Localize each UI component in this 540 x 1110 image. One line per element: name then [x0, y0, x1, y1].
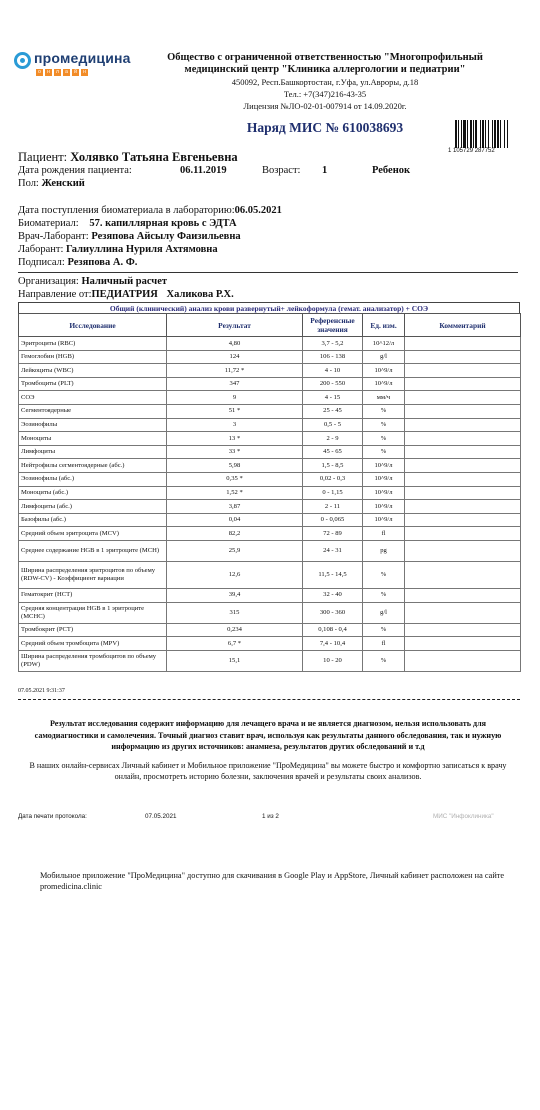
cell-test: Средний объем эритроцита (MCV) [19, 527, 167, 541]
cell-test: Лимфоциты (абс.) [19, 500, 167, 514]
cell-comment [405, 391, 521, 405]
lab-name: Галиуллина Нуриля Ахтямовна [66, 244, 218, 255]
cell-result: 12,6 [167, 561, 303, 588]
table-row [19, 561, 521, 588]
cell-unit: % [363, 418, 405, 432]
cell-reference: 1,5 - 8,5 [303, 459, 363, 473]
signed-name: Резяпова А. Ф. [67, 257, 138, 268]
table-row [19, 650, 521, 671]
cell-test: Средний объем тромбоцита (MPV) [19, 637, 167, 651]
cell-unit: 10^9/л [363, 472, 405, 486]
cell-result: 13 * [167, 432, 303, 446]
order-number: Наряд МИС № 610038693 [246, 120, 404, 135]
cell-reference: 0,108 - 0,4 [303, 623, 363, 637]
cell-result: 3,87 [167, 500, 303, 514]
cell-result: 51 * [167, 404, 303, 418]
org-name-line1: Общество с ограниченной ответственностью "Многопрофильный [167, 52, 483, 63]
table-row [19, 588, 521, 602]
table-row [19, 602, 521, 623]
biomaterial-value: 57. капиллярная кровь с ЭДТА [89, 218, 237, 229]
mobile-app-note: Мобильное приложение "ПроМедицина" доступно для скачивания в Google Play и AppStore, Личный кабинет расположен на сайте promedicina.clinic [40, 871, 505, 891]
table-row [19, 513, 521, 527]
logo-block: л [54, 69, 61, 76]
cell-reference: 32 - 40 [303, 588, 363, 602]
table-row [19, 364, 521, 378]
header-reference: Референсные значения [303, 314, 363, 337]
cell-reference: 2 - 11 [303, 500, 363, 514]
cell-reference: 4 - 15 [303, 391, 363, 405]
cell-comment [405, 623, 521, 637]
cell-result: 3 [167, 418, 303, 432]
direction-doctor: Халикова Р.Х. [166, 289, 234, 300]
cell-unit: % [363, 432, 405, 446]
dob-line [18, 165, 132, 176]
table-row [19, 418, 521, 432]
table-row [19, 377, 521, 391]
cell-comment [405, 486, 521, 500]
cell-test: Ширина распределения эритроцитов по объему (RDW-CV) - Коэффициент вариации [19, 561, 167, 588]
table-header-row [19, 314, 521, 337]
cell-test: Тромбоциты (PLT) [19, 377, 167, 391]
table-row [19, 337, 521, 351]
cell-result: 11,72 * [167, 364, 303, 378]
cell-unit: 10^9/л [363, 364, 405, 378]
cell-unit: fl [363, 527, 405, 541]
cell-unit: fl [363, 637, 405, 651]
signed-label: Подписал: [18, 257, 65, 268]
online-services-info: В наших онлайн-сервисах Личный кабинет и Мобильное приложение "ПроМедицина" вы можете быстро и комфортно записаться к врачу онлайн, просмотреть историю болезни, заключения врачей и результаты своих анализов. [29, 761, 507, 781]
lab-line [18, 244, 218, 255]
cell-comment [405, 561, 521, 588]
cell-comment [405, 472, 521, 486]
cell-reference: 300 - 360 [303, 602, 363, 623]
organization-header [150, 52, 500, 112]
doctor-name: Резяпова Айсылу Фаизильевна [91, 231, 241, 242]
table-row [19, 540, 521, 561]
cell-result: 25,9 [167, 540, 303, 561]
biomaterial-label: Биоматериал: [18, 218, 79, 229]
cell-reference: 106 - 138 [303, 350, 363, 364]
cell-test: Тромбокрит (PCT) [19, 623, 167, 637]
org-license: Лицензия №ЛО-02-01-007914 от 14.09.2020г. [243, 101, 407, 111]
table-row [19, 445, 521, 459]
cell-reference: 3,7 - 5,2 [303, 337, 363, 351]
direction-line [18, 289, 234, 300]
biomaterial-line [18, 218, 237, 229]
cell-test: Ширина распределения тромбоцитов по объему (PDW) [19, 650, 167, 671]
sex-value: Женский [41, 178, 85, 189]
cell-test: Базофилы (абс.) [19, 513, 167, 527]
org-name-line2: медицинский центр "Клиника аллергологии и педиатрии" [184, 64, 466, 75]
header-test: Исследование [19, 314, 167, 337]
cell-comment [405, 404, 521, 418]
cell-unit: g/l [363, 350, 405, 364]
cell-unit: % [363, 561, 405, 588]
cell-result: 1,52 * [167, 486, 303, 500]
table-row [19, 500, 521, 514]
cell-result: 0,35 * [167, 472, 303, 486]
cell-test: Лейкоциты (WBC) [19, 364, 167, 378]
cell-comment [405, 377, 521, 391]
cell-reference: 25 - 45 [303, 404, 363, 418]
top-band [0, 0, 540, 40]
dob-value: 06.11.2019 [180, 165, 227, 176]
cell-test: Сегментоядерные [19, 404, 167, 418]
mis-name: МИС "Инфоклиника" [433, 813, 494, 820]
cell-test: Средняя концентрация HGB в 1 эритроците (MCHC) [19, 602, 167, 623]
cell-unit: % [363, 650, 405, 671]
table-title: Общий (клинический) анализ крови развернутый+ лейкоформула (гемат. анализатор) + СОЭ [18, 302, 520, 313]
cell-comment [405, 540, 521, 561]
cell-unit: % [363, 588, 405, 602]
cell-unit: pg [363, 540, 405, 561]
cell-reference: 45 - 65 [303, 445, 363, 459]
table-row [19, 350, 521, 364]
header-result: Результат [167, 314, 303, 337]
table-row [19, 404, 521, 418]
patient-label: Пациент: [18, 150, 68, 164]
results-grid [18, 313, 521, 672]
print-date-label: Дата печати протокола: [18, 813, 87, 820]
cell-unit: 10^9/л [363, 486, 405, 500]
cell-comment [405, 650, 521, 671]
cell-comment [405, 588, 521, 602]
lab-label: Лаборант: [18, 244, 64, 255]
cell-comment [405, 637, 521, 651]
header-unit: Ед. изм. [363, 314, 405, 337]
table-row [19, 432, 521, 446]
organization-label: Организация: [18, 276, 79, 287]
table-row [19, 527, 521, 541]
cell-result: 6,7 * [167, 637, 303, 651]
logo-block: н [45, 69, 52, 76]
logo-text: промедицина [34, 50, 131, 66]
header-comment: Комментарий [405, 314, 521, 337]
cell-test: Моноциты (абс.) [19, 486, 167, 500]
cell-result: 124 [167, 350, 303, 364]
cell-result: 33 * [167, 445, 303, 459]
cell-reference: 72 - 89 [303, 527, 363, 541]
dashed-divider [18, 699, 520, 700]
cell-comment [405, 527, 521, 541]
results-table [18, 302, 520, 672]
doctor-label: Врач-Лаборант: [18, 231, 89, 242]
cell-unit: 10^9/л [363, 377, 405, 391]
patient-name-line [18, 150, 238, 165]
cell-test: Среднее содержание HGB в 1 эритроците (MCH) [19, 540, 167, 561]
logo-block: а [63, 69, 70, 76]
org-phone: Тел.: +7(347)216-43-35 [283, 89, 367, 99]
cell-unit: % [363, 445, 405, 459]
received-label: Дата поступления биоматериала в лабораторию: [18, 205, 235, 216]
logo-online-blocks [36, 69, 88, 76]
logo-block: н [81, 69, 88, 76]
patient-category: Ребенок [372, 165, 411, 176]
cell-test: Эозинофилы [19, 418, 167, 432]
table-row [19, 459, 521, 473]
table-timestamp: 07.05.2021 9:31:37 [18, 688, 65, 694]
cell-comment [405, 513, 521, 527]
logo-block: й [72, 69, 79, 76]
cell-result: 5,98 [167, 459, 303, 473]
cell-unit: 10^9/л [363, 459, 405, 473]
cell-reference: 10 - 20 [303, 650, 363, 671]
cell-test: СОЭ [19, 391, 167, 405]
cell-result: 39,4 [167, 588, 303, 602]
cell-reference: 4 - 10 [303, 364, 363, 378]
table-row [19, 623, 521, 637]
cell-reference: 24 - 31 [303, 540, 363, 561]
doctor-line [18, 231, 241, 242]
cell-test: Лимфоциты [19, 445, 167, 459]
cell-result: 4,80 [167, 337, 303, 351]
cell-reference: 7,4 - 10,4 [303, 637, 363, 651]
cell-result: 82,2 [167, 527, 303, 541]
table-row [19, 472, 521, 486]
direction-dept: ПЕДИАТРИЯ [91, 289, 158, 300]
cell-test: Эритроциты (RBC) [19, 337, 167, 351]
cell-test: Моноциты [19, 432, 167, 446]
cell-test: Гематокрит (HCT) [19, 588, 167, 602]
disclaimer: Результат исследования содержит информацию для лечащего врача и не является диагнозом, нельзя использовать для самодиагностики и самолечения. Точный диагноз ставит врач, используя как результаты данного обследования, так и нужную информацию из других источников: анамнеза, результатов других обследований и т.д [34, 719, 502, 751]
cell-test: Эозинофилы (абс.) [19, 472, 167, 486]
signed-line [18, 257, 137, 268]
cell-result: 9 [167, 391, 303, 405]
patient-name: Холявко Татьяна Евгеньевна [70, 150, 238, 164]
cell-reference: 0 - 0,065 [303, 513, 363, 527]
dob-label: Дата рождения пациента: [18, 165, 132, 176]
cell-result: 315 [167, 602, 303, 623]
cell-test: Гемоглобин (HGB) [19, 350, 167, 364]
cell-comment [405, 432, 521, 446]
sex-line [18, 178, 85, 189]
cell-test: Нейтрофилы сегментоядерные (абс.) [19, 459, 167, 473]
received-line [18, 205, 282, 216]
cell-result: 0,04 [167, 513, 303, 527]
cell-reference: 200 - 550 [303, 377, 363, 391]
org-address: 450092, Респ.Башкортостан, г.Уфа, ул.Авроры, д.18 [231, 77, 419, 87]
logo-block: о [36, 69, 43, 76]
table-row [19, 486, 521, 500]
cell-comment [405, 337, 521, 351]
cell-reference: 0,02 - 0,3 [303, 472, 363, 486]
cell-comment [405, 418, 521, 432]
promedicina-logo [14, 50, 150, 80]
cell-unit: 10^9/л [363, 500, 405, 514]
cell-result: 347 [167, 377, 303, 391]
divider [18, 272, 518, 273]
page-counter: 1 из 2 [262, 813, 279, 820]
cell-unit: мм/ч [363, 391, 405, 405]
cell-result: 15,1 [167, 650, 303, 671]
cell-unit: % [363, 623, 405, 637]
age-value: 1 [322, 165, 328, 176]
age-label: Возраст: [262, 165, 301, 176]
cell-comment [405, 364, 521, 378]
organization-value: Наличный расчет [81, 276, 168, 287]
organization-line [18, 276, 167, 287]
cell-comment [405, 602, 521, 623]
cell-unit: 10^9/л [363, 513, 405, 527]
cell-reference: 0,5 - 5 [303, 418, 363, 432]
direction-label: Направление от: [18, 289, 92, 300]
cell-comment [405, 459, 521, 473]
barcode-numbers: 1 105729 287752 [448, 148, 495, 154]
cell-comment [405, 500, 521, 514]
cell-comment [405, 350, 521, 364]
cell-unit: 10^12/л [363, 337, 405, 351]
cell-unit: % [363, 404, 405, 418]
logo-ring-icon [14, 52, 31, 69]
cell-reference: 11,5 - 14,5 [303, 561, 363, 588]
received-date: 06.05.2021 [234, 205, 282, 216]
cell-comment [405, 445, 521, 459]
cell-reference: 0 - 1,15 [303, 486, 363, 500]
sex-label: Пол: [18, 178, 39, 189]
print-date: 07.05.2021 [145, 813, 177, 820]
table-row [19, 391, 521, 405]
cell-result: 0,234 [167, 623, 303, 637]
cell-unit: g/l [363, 602, 405, 623]
table-row [19, 637, 521, 651]
cell-reference: 2 - 9 [303, 432, 363, 446]
